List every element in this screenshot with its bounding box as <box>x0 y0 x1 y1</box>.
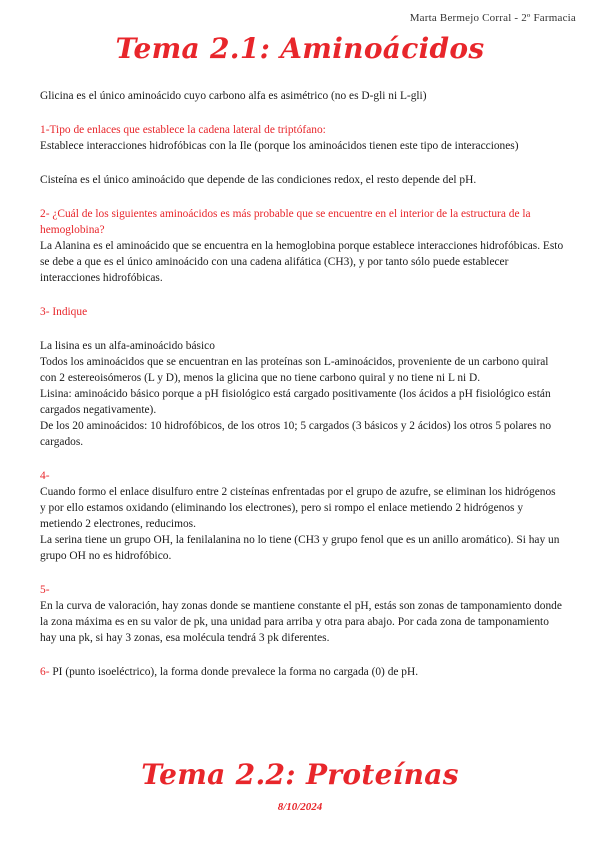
answer-3-line-1: La lisina es un alfa-aminoácido básico <box>40 340 215 352</box>
answer-3-line-2: Todos los aminoácidos que se encuentran en las proteínas son L-aminoácidos, proveniente de un carbono quiral con 2 estereoisómeros (L y D), menos la glicina que no tiene carbono quiral y no tiene ni L ni D. <box>40 356 549 384</box>
question-2: 2- ¿Cuál de los siguientes aminoácidos es más probable que se encuentre en el interior de la estructura de la hemoglobina? <box>40 208 531 236</box>
document-body <box>40 88 564 680</box>
question-5: 5- <box>40 584 50 596</box>
answer-2: La Alanina es el aminoácido que se encuentra en la hemoglobina porque establece interacciones hidrofóbicas. Esto se debe a que es el único aminoácido con una cadena alifática (CH3), y por tanto sólo puede establecer interacciones hidrofóbicas. <box>40 240 564 284</box>
author-header: Marta Bermejo Corral - 2º Farmacia <box>409 12 576 24</box>
answer-4-line-1: Cuando formo el enlace disulfuro entre 2 cisteínas enfrentadas por el grupo de azufre, se eliminan los hidrógenos y por ello estamos oxidando (eliminando los electrones), pero si rompo el enlace metiendo 2 hidrógenos y metiendo 2 electrones, reducimos. <box>40 486 556 530</box>
section-title-proteinas: Tema 2.2: Proteínas <box>141 758 459 791</box>
answer-4-line-2: La serina tiene un grupo OH, la fenilalanina no lo tiene (CH3 y grupo fenol que es un anillo aromático). Si hay un grupo OH no es hidrofóbico. <box>40 534 560 562</box>
document-date: 8/10/2024 <box>277 801 323 813</box>
answer-5: En la curva de valoración, hay zonas donde se mantiene constante el pH, estás son zonas de tamponamiento donde la zona máxima es en su valor de pk, una unidad para arriba y otra para abajo. Por cada zona de tamponamiento hay una pk, si hay 3 zonas, esa molécula tendrá 3 pk diferentes. <box>40 600 562 644</box>
page-title-aminoacidos: Tema 2.1: Aminoácidos <box>115 32 485 65</box>
note-cisteina: Cisteína es el único aminoácido que depende de las condiciones redox, el resto depende del pH. <box>40 174 477 186</box>
answer-3-line-3: Lisina: aminoácido básico porque a pH fisiológico está cargado positivamente (los ácidos a pH fisiológico están cargados negativamente). <box>40 388 551 416</box>
intro-text: Glicina es el único aminoácido cuyo carbono alfa es asimétrico (no es D-gli ni L-gli) <box>40 90 427 102</box>
question-1: 1-Tipo de enlaces que establece la cadena lateral de triptófano: <box>40 124 326 136</box>
question-6-label: 6- <box>40 666 50 678</box>
question-3: 3- Indique <box>40 306 88 318</box>
question-4: 4- <box>40 470 50 482</box>
question-6 <box>40 664 564 680</box>
answer-6: PI (punto isoeléctrico), la forma donde prevalece la forma no cargada (0) de pH. <box>49 666 419 678</box>
answer-1: Establece interacciones hidrofóbicas con la Ile (porque los aminoácidos tienen este tipo de interacciones) <box>40 140 519 152</box>
answer-3-line-4: De los 20 aminoácidos: 10 hidrofóbicos, de los otros 10; 5 cargados (3 básicos y 2 ácidos) los otros 5 polares no cargados. <box>40 420 552 448</box>
